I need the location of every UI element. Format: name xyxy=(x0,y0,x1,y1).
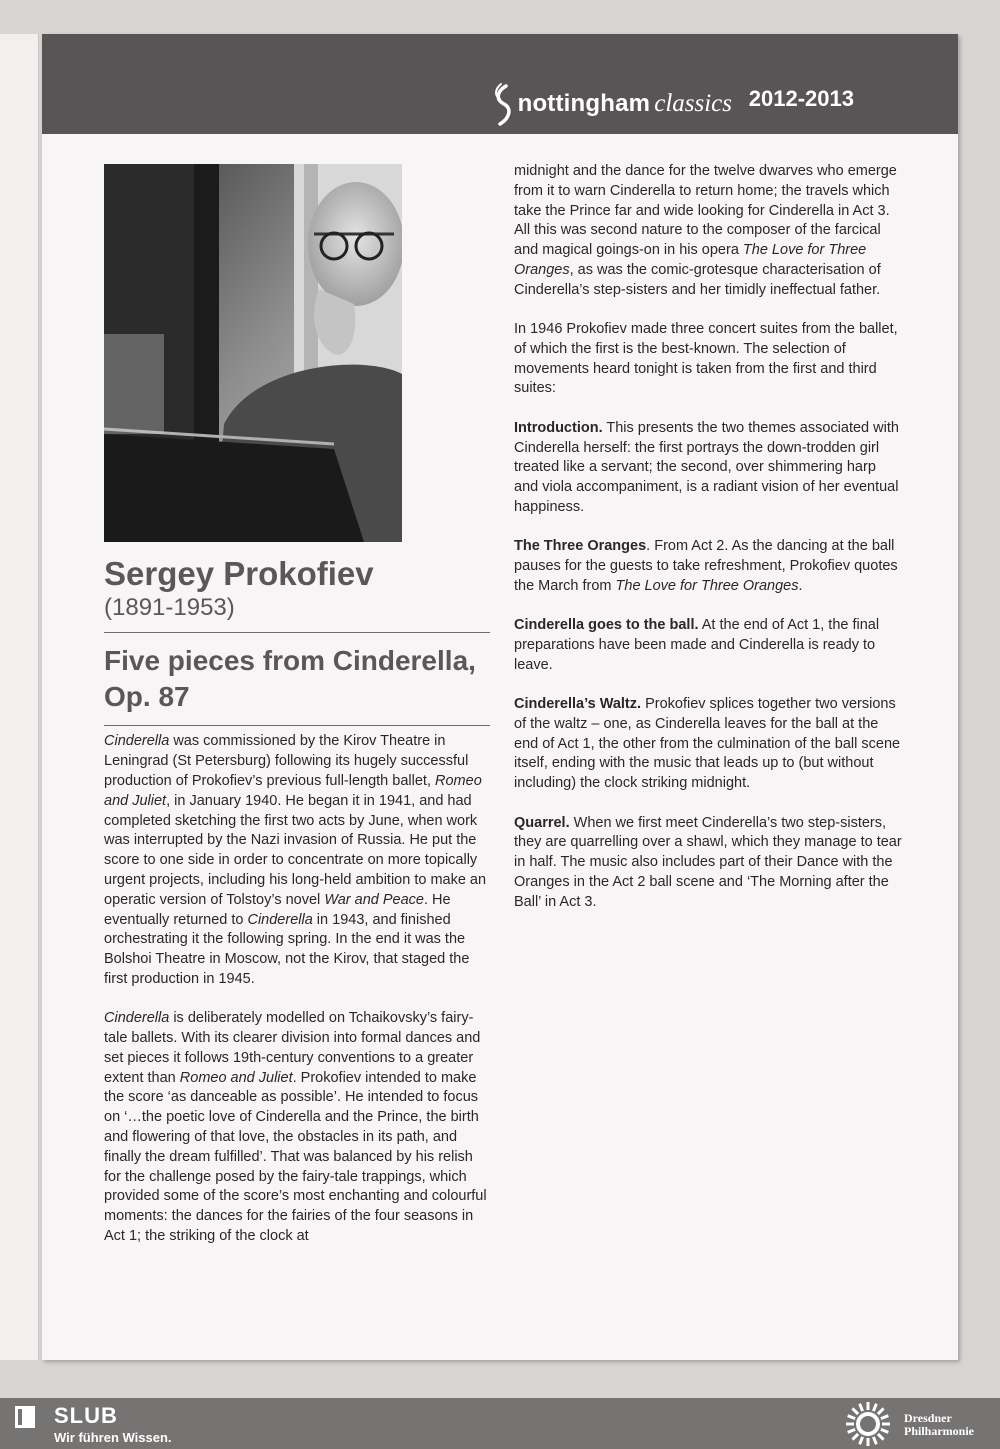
partner-line-1: Dresdner xyxy=(904,1411,952,1425)
logo-ray xyxy=(878,1408,884,1414)
composer-dates: (1891-1953) xyxy=(104,593,235,621)
italic-title: The Love for Three Oranges xyxy=(615,577,799,594)
logo-ray xyxy=(852,1434,858,1440)
italic-title: Cinderella xyxy=(247,911,313,928)
logo-ray xyxy=(878,1434,884,1440)
slub-tagline: Wir führen Wissen. xyxy=(54,1430,172,1445)
movement-name: Cinderella’s Waltz. xyxy=(514,696,642,713)
composer-photo xyxy=(104,164,402,542)
movement-note xyxy=(514,814,904,913)
italic-title: Cinderella xyxy=(104,1010,170,1027)
logo-ray xyxy=(848,1416,855,1419)
partner-line-2: Philharmonie xyxy=(904,1424,975,1438)
right-column xyxy=(514,162,904,932)
movement-name: Introduction. xyxy=(514,419,603,436)
body-paragraph xyxy=(104,1009,490,1247)
movement-name: Quarrel. xyxy=(514,814,570,831)
header-band xyxy=(42,34,958,134)
italic-title: War and Peace xyxy=(324,891,424,908)
logo-ray xyxy=(860,1437,863,1444)
logo-ray xyxy=(881,1416,888,1419)
text-run: In 1946 Prokofiev made three concert suites from the ballet, of which the first is the best-known. The selection of movements heard tonight is taken from the first and third suites: xyxy=(514,321,898,397)
italic-title: Romeo and Juliet xyxy=(104,772,482,809)
text-run: . He eventually returned to xyxy=(104,891,451,928)
movement-name: The Three Oranges xyxy=(514,538,647,555)
nottingham-classics-mark-icon xyxy=(492,82,514,126)
text-run: , in January 1940. He began it in 1941, and had completed sketching the first two acts by June, when work was interrupted by the Nazi invasion of Russia. He put the score to one side in order to concentrate on more topically urgent projects, including his long-held ambition to make an operatic version of Tolstoy’s novel xyxy=(104,792,487,908)
text-run: in 1943, and finished orchestrating it the following spring. In the end it was the Bolshoi Theatre in Moscow, not the Kirov, that staged the first production in 1945. xyxy=(104,911,470,987)
slub-title: SLUB xyxy=(54,1403,118,1428)
brand-logo xyxy=(492,82,732,126)
text-run: is deliberately modelled on Tchaikovsky’s fairy-tale ballets. With its clearer division into formal dances and set pieces it follows 19th-century conventions to a greater extent than xyxy=(104,1010,481,1086)
composer-portrait-image xyxy=(104,164,402,542)
divider xyxy=(104,725,490,726)
text-run: This presents the two themes associated with Cinderella herself: the first portrays the down-trodden girl treated like a servant; the second, over shimmering harp and viola accompaniment, is a radiant vision of her eventual happiness. xyxy=(514,419,899,515)
dresdner-philharmonie-logo-icon xyxy=(842,1400,894,1448)
left-column xyxy=(104,554,490,1266)
facing-page-edge xyxy=(0,34,39,1360)
season-label: 2012-2013 xyxy=(748,86,854,111)
text-run: Prokofiev splices together two versions of the waltz – one, as Cinderella leaves for the ball at the end of Act 1, the other from the culmination of the ball scene itself, ending with the music that leads up to (but without including) the clock striking midnight. xyxy=(514,696,901,792)
body-paragraph xyxy=(514,162,904,301)
text-run: . Prokofiev intended to make the score ‘as danceable as possible’. He intended to focus on ‘…the poetic love of Cinderella and the Prince, the birth and flowering of that love, the obstacles in its path, and finally the dream fulfilled’. That was balanced by his relish for the challenge posed by the fairy-tale trappings, which provided some of the score’s most enchanting and colourful moments: the dances for the fairies of the four seasons in Act 1; the striking of the clock at xyxy=(104,1069,487,1244)
brand-classics: classics xyxy=(654,90,732,117)
italic-title: Romeo and Juliet xyxy=(179,1069,293,1086)
movement-note xyxy=(514,419,904,518)
movement-name: Cinderella goes to the ball. xyxy=(514,617,699,634)
text-run: When we first meet Cinderella’s two step-sisters, they are quarrelling over a shawl, which they manage to tear in half. The music also includes part of their Dance with the Oranges in the Act 2 ball scene and ‘The Morning after the Ball’ in Act 3. xyxy=(514,814,902,910)
brand-name: nottingham xyxy=(517,90,651,117)
text-run: . xyxy=(798,577,803,594)
italic-title: Cinderella xyxy=(104,733,170,750)
logo-ray xyxy=(848,1429,855,1432)
logo-ray xyxy=(852,1408,858,1414)
body-paragraph xyxy=(514,320,904,399)
text-run: was commissioned by the Kirov Theatre in Leningrad (St Petersburg) following its hugely successful production of Prokofiev’s previous full-length ballet, xyxy=(104,733,469,789)
text-run: , as was the comic-grotesque characterisation of Cinderella’s step-sisters and her timidly ineffectual father. xyxy=(514,261,881,298)
logo-ray xyxy=(860,1404,863,1411)
text-run: . From Act 2. As the dancing at the ball pauses for the guests to take refreshment, Prokofiev quotes the March from xyxy=(514,538,898,594)
partner-name xyxy=(904,1412,974,1438)
logo-ray xyxy=(881,1429,888,1432)
body-paragraph xyxy=(104,732,490,989)
italic-title: The Love for Three Oranges xyxy=(514,242,867,278)
programme-page xyxy=(42,34,958,1360)
composer-name: Sergey Prokofiev xyxy=(104,555,374,592)
slub-logo-icon xyxy=(12,1404,38,1430)
text-run: midnight and the dance for the twelve dwarves who emerge from it to warn Cinderella to return home; the travels which take the Prince far and wide looking for Cinderella in Act 3. All this was second nature to the composer of the farcical and magical goings-on in his opera xyxy=(514,163,897,259)
work-title: Five pieces from Cinderella, Op. 87 xyxy=(104,644,476,712)
logo-ray xyxy=(873,1437,876,1444)
movement-note xyxy=(514,616,904,675)
divider xyxy=(104,632,490,633)
text-run: At the end of Act 1, the final preparations have been made and Cinderella is ready to leave. xyxy=(514,617,880,673)
movement-note xyxy=(514,695,904,794)
movement-note xyxy=(514,537,904,596)
movement-list xyxy=(514,419,904,913)
slub-footer xyxy=(0,1398,1000,1449)
logo-ray xyxy=(873,1404,876,1411)
